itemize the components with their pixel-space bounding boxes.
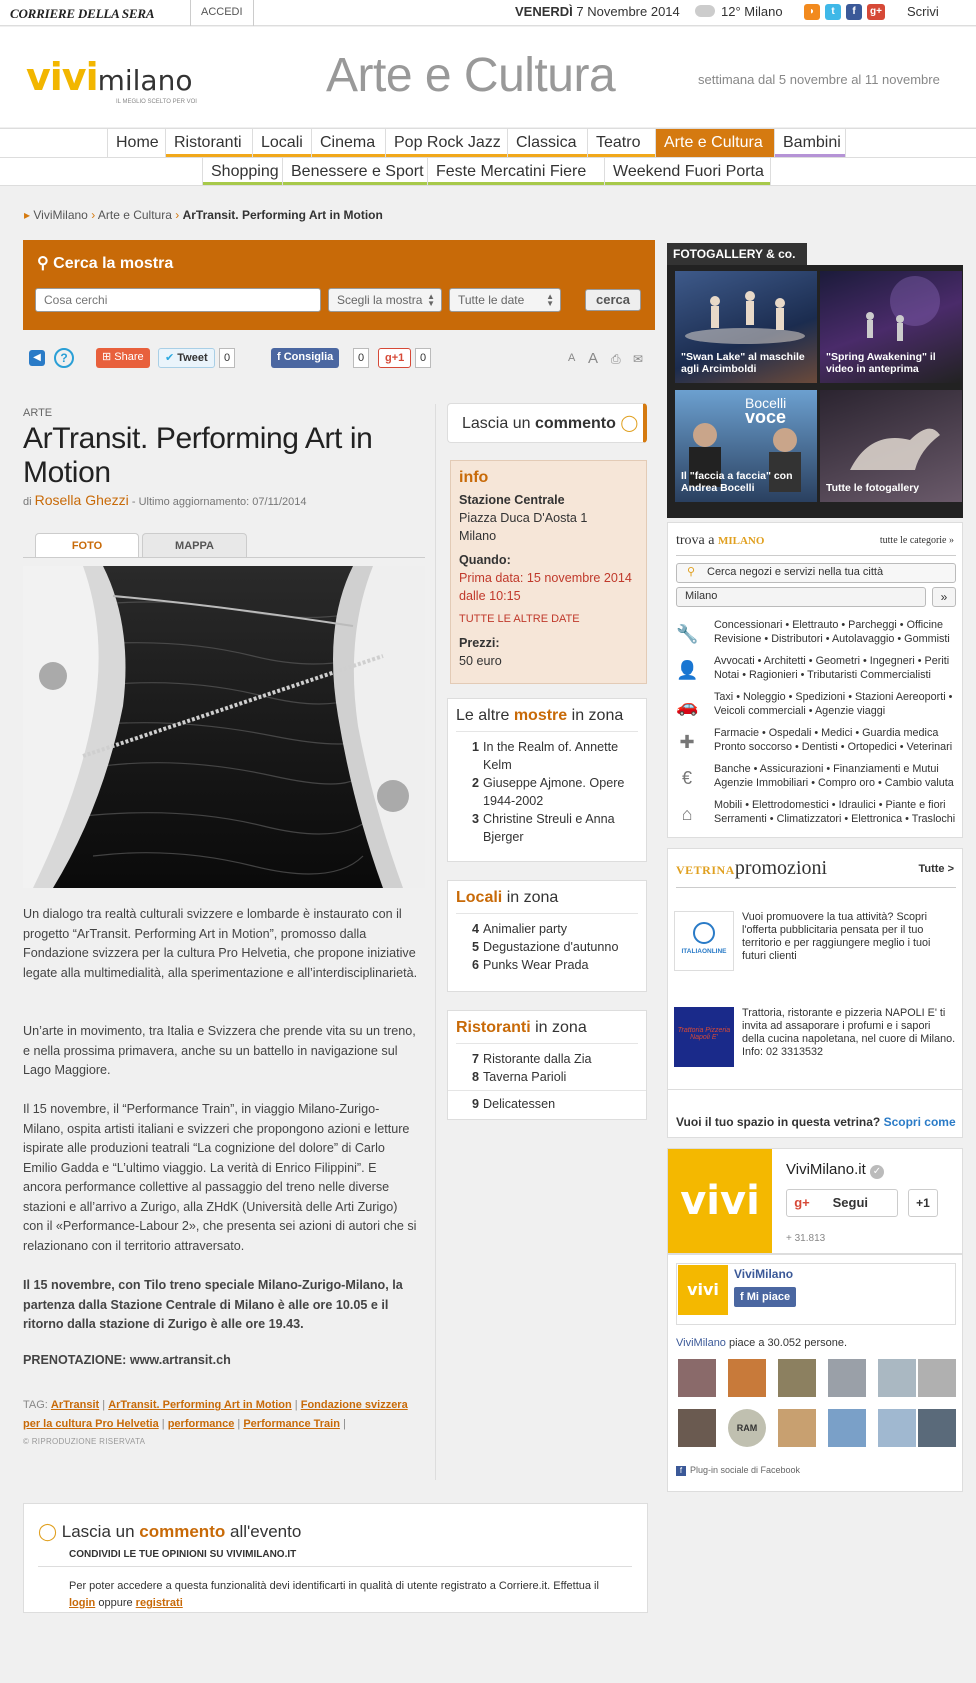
font-smaller-icon[interactable]: A	[568, 352, 576, 364]
euro-icon: €	[681, 768, 692, 788]
vetrina-title	[676, 857, 827, 880]
comment-heading-post: all'evento	[229, 1522, 302, 1541]
tweet-label: Tweet	[177, 352, 208, 364]
trova-category-row[interactable]	[676, 799, 962, 833]
vivi-badge-logo[interactable]: vivi	[668, 1149, 772, 1253]
show-select[interactable]	[328, 288, 442, 312]
nav-label: Pop Rock Jazz	[394, 134, 501, 151]
fb-fan-avatar[interactable]	[678, 1409, 716, 1447]
gallery-caption: "Swan Lake" al maschile agli Arcimboldi	[681, 351, 805, 375]
tag-link[interactable]: ArTransit. Performing Art in Motion	[108, 1399, 292, 1411]
item-number: 8	[472, 1070, 480, 1084]
top-bar	[0, 0, 976, 26]
fotogallery-title: FOTOGALLERY & co.	[667, 243, 807, 265]
heading-post: in zona	[571, 707, 624, 724]
copyright: © RIPRODUZIONE RISERVATA	[23, 1437, 146, 1446]
tag-link[interactable]: ArTransit	[50, 1399, 100, 1411]
select-arrows-icon: ▲ ▼	[546, 292, 554, 308]
verified-icon: ✓	[870, 1165, 884, 1179]
article-section: ARTE	[23, 407, 53, 419]
gplus-g-icon: g+	[794, 1195, 810, 1210]
tag-link[interactable]: Performance Train	[243, 1418, 340, 1430]
all-categories-link[interactable]: tutte le categorie »	[879, 535, 954, 546]
nav-locali[interactable]	[252, 129, 311, 157]
share-button[interactable]	[96, 348, 150, 368]
fb-fan-avatar[interactable]	[918, 1359, 956, 1397]
temperature: 12°	[721, 4, 741, 19]
napoli-logo[interactable]: Trattoria Pizzeria Napoli E'	[674, 1007, 734, 1067]
item-label: Giuseppe Ajmone. Opere 1944-2002	[483, 776, 625, 808]
fb-fan-avatar[interactable]	[828, 1409, 866, 1447]
gallery-caption: "Spring Awakening" il video in anteprima	[826, 351, 936, 375]
share-bar	[23, 344, 655, 374]
item-label: Animalier party	[483, 922, 567, 936]
plus-icon: ⊞	[102, 351, 112, 363]
font-larger-icon[interactable]: A	[588, 350, 599, 367]
fb-plugin-label	[676, 1465, 800, 1476]
list-item[interactable]	[448, 938, 646, 956]
list-item[interactable]	[448, 1068, 646, 1086]
tab-divider	[23, 557, 425, 558]
weather	[695, 4, 783, 19]
nav-underline	[588, 154, 655, 157]
byline-prefix: di	[23, 496, 32, 508]
gplus-g-icon: g	[385, 352, 392, 364]
list-item[interactable]	[448, 920, 646, 938]
nav-underline	[166, 154, 252, 157]
fb-fan-avatar[interactable]	[878, 1359, 916, 1397]
fb-like-button[interactable]	[734, 1287, 796, 1307]
tags: TAG: ArTransit | ArTransit. Performing Art in Motion | Fondazione svizzera per la cultura Pro Helvetia | performance | Performance Train |	[23, 1399, 408, 1430]
gallery-caption: Tutte le fotogallery	[826, 482, 920, 494]
trova-category-text: Farmacie • Ospedali • Medici • Guardia medica Pronto soccorso • Dentisti • Ortopedici • Veterinari	[714, 727, 953, 753]
info-when-label: Quando:	[459, 553, 511, 567]
section-title: Arte e Cultura	[326, 49, 616, 102]
nav-label: Feste Mercatini Fiere	[436, 163, 587, 180]
twitter-icon[interactable]: t	[825, 4, 841, 20]
login-link[interactable]: ACCEDI	[190, 0, 254, 26]
facebook-small-icon: f	[676, 1466, 686, 1476]
nav-benessere-e-sport[interactable]	[282, 158, 427, 185]
overlay-line: voce	[745, 407, 787, 427]
article-title: ArTransit. Performing Art in Motion	[23, 422, 373, 489]
heading-word: Ristoranti	[456, 1019, 531, 1036]
fb-fan-avatar[interactable]	[878, 1409, 916, 1447]
search-icon: ⚲	[687, 566, 696, 578]
breadcrumb-arte-e-cultura[interactable]: Arte e Cultura	[97, 208, 172, 222]
facebook-icon[interactable]: f	[846, 4, 862, 20]
facebook-widget	[667, 1254, 963, 1492]
heading-word: Locali	[456, 889, 503, 906]
trova-divider	[676, 555, 956, 556]
fb-fan-avatar[interactable]	[728, 1359, 766, 1397]
nav-classica[interactable]	[507, 129, 587, 157]
breadcrumb-sep-icon: ›	[175, 208, 180, 222]
fb-fan-avatar[interactable]	[778, 1409, 816, 1447]
vetrina-title-post: promozioni	[734, 857, 828, 879]
nav-bambini[interactable]	[774, 129, 846, 157]
wrench-icon: 🔧	[676, 624, 699, 644]
trova-title-city: MILANO	[717, 535, 765, 547]
fotogallery	[667, 243, 963, 518]
nav-underline	[508, 154, 587, 157]
gplus-name-text: ViviMilano.it	[786, 1161, 866, 1178]
byline	[23, 492, 307, 508]
fb-fan-avatar[interactable]	[828, 1359, 866, 1397]
item-label: Taverna Parioli	[483, 1070, 567, 1084]
info-venue: Stazione Centrale	[459, 493, 565, 507]
dates-select[interactable]	[449, 288, 561, 312]
search-panel	[23, 240, 655, 330]
gallery-thumb[interactable]	[675, 390, 817, 502]
trova-category-text: Banche • Assicurazioni • Finanziamenti e Mutui Agenzie Immobiliari • Compro oro • Cambio valuta	[714, 763, 954, 789]
heading-post: in zona	[506, 889, 559, 906]
nav-pop-rock-jazz[interactable]	[385, 129, 507, 157]
nav-label: Home	[116, 134, 159, 151]
info-price-label: Prezzi:	[459, 636, 500, 650]
breadcrumb-sep-icon: ›	[91, 208, 96, 222]
show-select-value: Scegli la mostra	[337, 293, 423, 307]
secondary-nav	[0, 158, 976, 186]
comment-word: commento	[534, 415, 616, 432]
info-city: Milano	[459, 529, 497, 543]
boats-photo-illustration	[23, 566, 425, 888]
trova-category-row[interactable]	[676, 763, 962, 797]
speech-bubble-icon: ◯	[38, 1522, 58, 1541]
fb-recommend-label: Consiglia	[283, 351, 334, 363]
italiaonline-logo[interactable]	[674, 911, 734, 971]
logo-milano: milano	[97, 64, 193, 97]
gallery-thumb[interactable]	[820, 271, 962, 383]
professional-icon: 👤	[676, 660, 699, 680]
twitter-bird-icon: ✔	[165, 352, 175, 364]
gplus-button[interactable]	[378, 348, 411, 368]
fb-page-link-small[interactable]: ViviMilano	[676, 1337, 726, 1349]
nav-teatro[interactable]	[587, 129, 655, 157]
corriere-logo[interactable]: CORRIERE DELLA SERA	[10, 6, 155, 21]
nav-weekend-fuori-porta[interactable]	[604, 158, 771, 185]
nav-underline	[253, 154, 311, 157]
list-item[interactable]	[448, 810, 646, 846]
nav-underline	[312, 154, 385, 157]
trova-category-row[interactable]	[676, 619, 962, 653]
vetrina-title-pre: VETRINA	[676, 863, 735, 877]
dates-select-value: Tutte le date	[458, 293, 525, 307]
fb-vivi-logo[interactable]: vivi	[678, 1265, 728, 1315]
tweet-count: 0	[219, 348, 235, 368]
trova-go-button[interactable]: »	[932, 587, 956, 607]
help-icon[interactable]: ?	[54, 348, 74, 368]
other-shows-box	[447, 698, 647, 862]
column-divider	[435, 404, 436, 1480]
nav-underline	[775, 154, 845, 157]
list-item[interactable]	[448, 1050, 646, 1068]
fb-page-link[interactable]: ViviMilano	[734, 1267, 794, 1281]
trova-a-milano	[667, 522, 963, 838]
nav-underline	[283, 182, 427, 185]
search-title	[37, 253, 173, 273]
article-paragraph: Un’arte in movimento, tra Italia e Svizzera che prende vita su un treno, e nella prossima primavera, anche su un battello in navigazione sul Lago Maggiore.	[23, 1024, 416, 1077]
article-paragraph: Il 15 novembre, il “Performance Train”, in viaggio Milano-Zurigo-Milano, ospita artisti italiani e svizzeri che propongono azioni e letture ispirate alle produzioni teatrali “La cognizione del dolore” di Carlo Emilio Gadda e “L’ultimo viaggio. La verità di Enrico Filippini”. E ancora performance collettive al passaggio del treno nelle diverse stazioni e all’arrivo a Zurigo, alla ZHdK (Università delle Arti Zurigo) con il «Performance-Labour 2», che presenta sei azioni di autori che si relazionano con il territorio attraversato.	[23, 1102, 417, 1253]
comment-button-label	[448, 404, 643, 442]
print-icon[interactable]: ⎙	[611, 352, 621, 366]
gplus-label: +1	[391, 352, 405, 364]
item-number: 7	[472, 1052, 480, 1066]
fb-fan-avatar[interactable]	[918, 1409, 956, 1447]
vetrina-footer-divider	[668, 1089, 962, 1090]
item-label: Degustazione d'autunno	[483, 940, 619, 954]
trova-category-row[interactable]	[676, 655, 962, 689]
nav-label: Weekend Fuori Porta	[613, 163, 764, 180]
vivimilano-logo[interactable]	[26, 55, 197, 105]
event-info-box	[450, 460, 647, 684]
google-plus-icon[interactable]: g+	[867, 4, 885, 20]
breadcrumb	[24, 208, 383, 222]
fb-fan-avatar-ram-music[interactable]: RAM	[728, 1409, 766, 1447]
nav-feste-mercatini-fiere[interactable]	[427, 158, 604, 185]
comment-login-text	[69, 1578, 609, 1612]
gplus-count: + 31.813	[786, 1233, 826, 1244]
vetrina-all-link[interactable]: Tutte >	[918, 863, 954, 875]
email-icon[interactable]: ✉	[633, 352, 644, 366]
breadcrumb-arrow-icon: ▸	[24, 208, 31, 222]
comment-section	[23, 1503, 648, 1613]
gallery-thumb[interactable]	[820, 390, 962, 502]
vetrina-promozioni	[667, 848, 963, 1138]
vetrina-promo-text[interactable]: Trattoria, ristorante e pizzeria NAPOLI E' ti invita ad assaporare i profumi e i sapori della cucina napoletana, nel cuore di Milano. Info: 02 3313532	[742, 1007, 956, 1058]
nav-cinema[interactable]	[311, 129, 385, 157]
tag-link[interactable]: performance	[167, 1418, 235, 1430]
write-link[interactable]: Scrivi	[907, 4, 939, 19]
trova-category-text: Taxi • Noleggio • Spedizioni • Stazioni Aereoporti • Veicoli commerciali • Agenzie viaggi	[714, 691, 953, 717]
rss-icon[interactable]: ◗	[804, 4, 820, 20]
medical-cross-icon: ✚	[679, 732, 695, 752]
heading-pre: Le altre	[456, 707, 510, 724]
locali-box	[447, 880, 647, 992]
nav-underline	[386, 154, 507, 157]
breadcrumb-vivimilano[interactable]: ViviMilano	[33, 208, 88, 222]
gplus-plus-one-button[interactable]: +1	[908, 1189, 938, 1217]
trova-category-text: Mobili • Elettrodomestici • Idraulici • Piante e fiori Serramenti • Climatizzatori • Elettronica • Traslochi	[714, 799, 956, 825]
gallery-thumb[interactable]	[675, 271, 817, 383]
fb-count: 0	[353, 348, 369, 368]
comment-pre: Lascia un	[462, 415, 531, 432]
nav-label: Arte e Cultura	[664, 134, 763, 151]
magnifier-icon: ⚲	[37, 255, 49, 272]
gplus-count: 0	[415, 348, 431, 368]
locali-title	[448, 881, 646, 913]
comment-heading-word: commento	[139, 1522, 226, 1541]
item-number: 5	[472, 940, 480, 954]
gplus-follow-button[interactable]	[786, 1189, 898, 1217]
comment-divider	[38, 1566, 632, 1567]
select-arrows-icon: ▲ ▼	[427, 292, 435, 308]
list-item[interactable]	[448, 774, 646, 810]
item-label: In the Realm of. Annette Kelm	[483, 740, 619, 772]
list-item[interactable]	[448, 956, 646, 974]
list-item[interactable]	[448, 1090, 646, 1113]
ristoranti-title	[448, 1011, 646, 1043]
item-number: 1	[472, 740, 480, 754]
nav-ristoranti[interactable]	[165, 129, 252, 157]
nav-label: Shopping	[211, 163, 279, 180]
fb-fan-avatar[interactable]	[678, 1359, 716, 1397]
other-shows-title	[448, 699, 646, 731]
item-number: 2	[472, 776, 480, 790]
car-icon: 🚗	[676, 696, 699, 716]
item-label: Christine Streuli e Anna Bjerger	[483, 812, 615, 844]
search-button[interactable]: cerca	[585, 289, 641, 311]
item-label: Punks Wear Prada	[483, 958, 589, 972]
trova-title-pre: trova a	[676, 533, 715, 548]
tab-mappa[interactable]: MAPPA	[142, 533, 247, 557]
article-paragraph-bold: Il 15 novembre, con Tilo treno speciale Milano-Zurigo-Milano, la partenza dalla Stazione Centrale di Milano è alle ore 10.05 e il ritorno dalla stazione di Zurigo è alle ore 19.43.	[23, 1278, 403, 1331]
nav-home[interactable]	[107, 129, 165, 157]
all-dates-link[interactable]: TUTTE LE ALTRE DATE	[459, 613, 580, 625]
tags-label: TAG:	[23, 1399, 48, 1411]
overlay-line: Bocelli	[745, 395, 787, 411]
last-updated: - Ultimo aggiornamento: 07/11/2014	[131, 496, 307, 508]
nav-label: Cinema	[320, 134, 376, 151]
search-title-text: Cerca la mostra	[53, 255, 174, 272]
nav-shopping[interactable]	[202, 158, 282, 185]
current-date	[515, 4, 680, 19]
item-label: Delicatessen	[483, 1097, 556, 1111]
italiaonline-mark-icon	[693, 922, 715, 944]
comment-heading	[38, 1522, 301, 1542]
speech-bubble-icon: ◯	[620, 415, 639, 432]
fb-likes-count	[676, 1337, 847, 1349]
item-number: 6	[472, 958, 480, 972]
nav-label: Locali	[261, 134, 303, 151]
tab-foto[interactable]: FOTO	[35, 533, 139, 557]
fb-recommend-button[interactable]	[271, 348, 339, 368]
gallery-caption: Il "faccia a faccia" con Andrea Bocelli	[681, 470, 793, 494]
logo-vivi: vivi	[26, 55, 98, 99]
weather-city: Milano	[744, 4, 783, 19]
trova-city-input[interactable]: Milano	[676, 587, 926, 607]
item-number: 4	[472, 922, 480, 936]
search-input[interactable]	[35, 288, 321, 312]
item-number: 3	[472, 812, 480, 826]
comment-body: Per poter accedere a questa funzionalità devi identificarti in qualità di utente registrato a Corriere.it. Effettua il	[69, 1580, 599, 1592]
article-photo[interactable]	[23, 566, 425, 888]
comment-subtitle: CONDIVIDI LE TUE OPINIONI SU VIVIMILANO.IT	[69, 1549, 297, 1560]
nav-underline	[605, 182, 770, 185]
day-label: VENERDÌ	[515, 4, 573, 19]
ristoranti-box	[447, 1010, 647, 1120]
nav-label: Benessere e Sport	[291, 163, 424, 180]
register-link[interactable]: registrati	[135, 1597, 183, 1609]
heading-word: mostre	[513, 707, 568, 724]
trova-category-text: Avvocati • Architetti • Geometri • Ingegneri • Periti Notai • Ragionieri • Tributaristi Commercialisti	[714, 655, 950, 681]
nav-arte-e-cultura[interactable]	[655, 129, 774, 157]
share-label: Share	[114, 351, 144, 363]
trova-search-placeholder: Cerca negozi e servizi nella tua città	[707, 566, 884, 578]
info-address: Piazza Duca D'Aosta 1	[459, 511, 588, 525]
article-paragraph: Un dialogo tra realtà culturali svizzere e lombarde è instaurato con il progetto “ArTransit. Performing Art in Motion”, promosso dalla Fondazione svizzera per la cultura Pro Helvetia, che propone iniziative legate alla multimedialità, alla sperimentazione e all’interdisciplinarietà.	[23, 907, 418, 980]
breadcrumb-current: ArTransit. Performing Art in Motion	[182, 208, 383, 222]
cloud-icon	[695, 5, 715, 17]
vetrina-discover-link[interactable]: Scopri come	[883, 1115, 956, 1129]
item-number: 9	[472, 1097, 480, 1111]
tweet-button[interactable]	[158, 348, 215, 368]
site-header	[0, 27, 976, 127]
comment-or: oppure	[98, 1597, 133, 1609]
vetrina-promo-text[interactable]: Vuoi promuovere la tua attività? Scopri l'offerta pubblicitaria pensata per il tuo territorio e per raggiungere meglio i tuoi futuri clienti	[742, 911, 931, 962]
facebook-f-icon: f	[740, 1291, 744, 1303]
vetrina-footer	[676, 1115, 956, 1129]
fb-likes-text: piace a 30.052 persone.	[729, 1337, 848, 1349]
vetrina-divider	[676, 887, 956, 888]
fb-like-label: Mi piace	[746, 1291, 791, 1303]
gplus-widget	[667, 1148, 963, 1254]
comment-button[interactable]	[447, 403, 647, 443]
item-label: Ristorante dalla Zia	[483, 1052, 592, 1066]
nav-label: Bambini	[783, 134, 841, 151]
nav-label: Teatro	[596, 134, 641, 151]
gplus-follow-label: Segui	[832, 1195, 869, 1210]
vetrina-footer-text: Vuoi il tuo spazio in questa vetrina?	[676, 1115, 881, 1129]
trova-category-text: Concessionari • Elettrauto • Parcheggi • Officine Revisione • Distributori • Autolavaggio • Gommisti	[714, 619, 950, 645]
nav-label: Classica	[516, 134, 577, 151]
italiaonline-logo-text: ITALIAONLINE	[681, 948, 727, 955]
week-range: settimana dal 5 novembre al 11 novembre	[698, 72, 940, 87]
audio-icon[interactable]: ◀	[29, 350, 45, 366]
house-icon: ⌂	[681, 804, 693, 824]
gplus-page-name	[786, 1161, 884, 1179]
heading-post: in zona	[535, 1019, 587, 1036]
info-title: info	[459, 469, 489, 486]
date-label: 7 Novembre 2014	[576, 4, 680, 19]
info-price: 50 euro	[459, 654, 502, 668]
trova-title	[676, 533, 764, 549]
nav-underline	[428, 182, 604, 185]
trova-category-row[interactable]	[676, 691, 962, 725]
login-link[interactable]: login	[69, 1597, 96, 1609]
author-link[interactable]: Rosella Ghezzi	[34, 492, 129, 508]
fb-fan-avatar[interactable]	[778, 1359, 816, 1397]
list-item[interactable]	[448, 738, 646, 774]
info-first-date: Prima data: 15 novembre 2014 dalle 10:15	[459, 571, 632, 603]
comment-heading-pre: Lascia un	[61, 1522, 135, 1541]
booking-info: PRENOTAZIONE: www.artransit.ch	[23, 1353, 231, 1367]
facebook-f-icon: f	[277, 351, 281, 363]
trova-category-row[interactable]	[676, 727, 962, 761]
fb-plugin-text: Plug-in sociale di Facebook	[690, 1465, 801, 1475]
tag-link[interactable]: Fondazione svizzera per la cultura Pro Helvetia	[23, 1399, 408, 1430]
nav-underline	[203, 182, 282, 185]
main-nav	[0, 128, 976, 158]
logo-tagline: IL MEGLIO SCELTO PER VOI	[116, 99, 197, 105]
trova-search-input[interactable]	[676, 563, 956, 583]
nav-label: Ristoranti	[174, 134, 242, 151]
